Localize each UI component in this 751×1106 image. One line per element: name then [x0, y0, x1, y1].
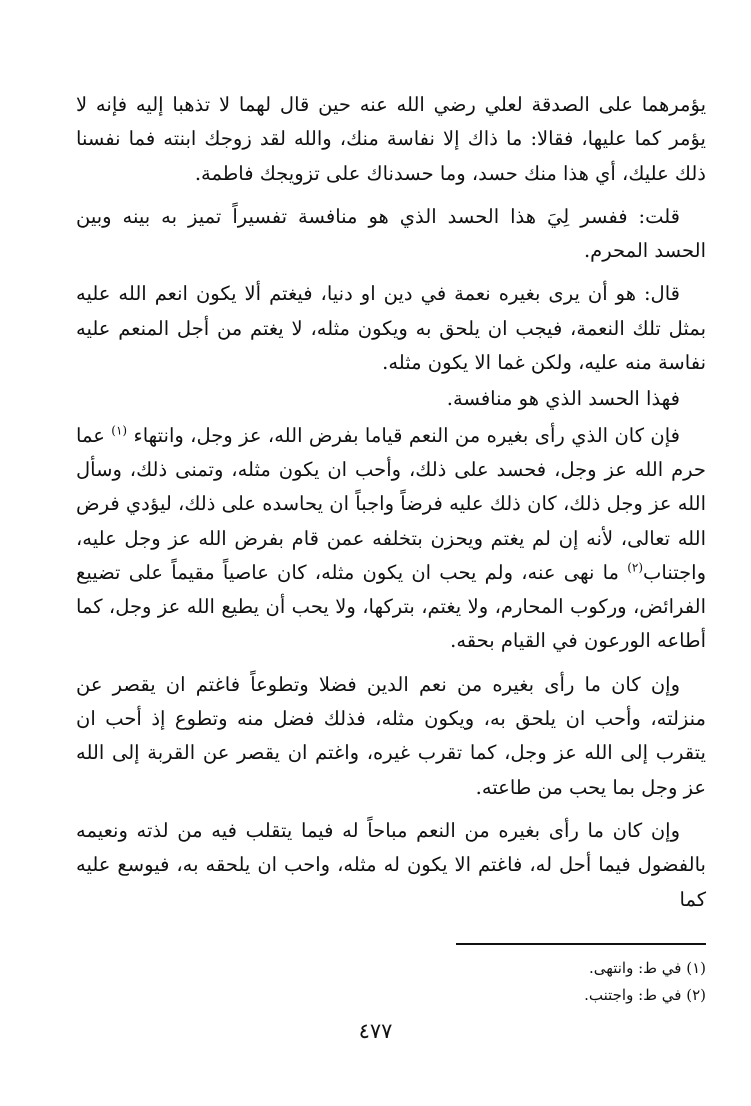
footnote-divider	[456, 943, 706, 945]
paragraph-7: وإن كان ما رأى بغيره من النعم مباحاً له فيما يتقلب فيه من لذته ونعيمه بالفضول فيما أحل له، فاغتم الا يكون له مثله، واحب ان يلحقه به، فيوسع عليه كما	[76, 818, 706, 911]
footnotes	[400, 955, 706, 1009]
paragraph-6: وإن كان ما رأى بغيره من نعم الدين فضلا وتطوعاً فاغتم ان يقصر عن منزلته، وأحب ان يلحق به، ويكون مثله، فذلك فضل منه وتطوع إذ أحب ان يتقرب إلى الله عز وجل، كما تقرب غيره، واغتم ان يقصر عن القربة إلى الله عز وجل بما يحب من طاعته.	[76, 672, 706, 799]
paragraph-1: يؤمرهما على الصدقة لعلي رضي الله عنه حين قال لهما لا تذهبا إليه فإنه لا يؤمر كما عليها، فقالا: ما ذاك إلا نفاسة منك، والله لقد زوجك ابنته فما نفسنا ذلك عليك، أي هذا منك حسد، وما حسدناك على تزويجك فاطمة.	[76, 93, 706, 185]
footnote-2: (٢) في ط: واجتنب.	[584, 986, 706, 1004]
paragraph-5	[76, 419, 706, 659]
page-number: ٤٧٧	[358, 1019, 393, 1043]
main-text	[76, 88, 706, 917]
paragraph-2: قلت: ففسر لِيَ هذا الحسد الذي هو منافسة تفسيراً تميز به بينه وبين الحسد المحرم.	[76, 204, 706, 263]
footnote-1: (١) في ط: وانتهى.	[589, 959, 706, 977]
paragraph-4: فهذا الحسد الذي هو منافسة.	[446, 387, 680, 411]
paragraph-5-part-a: فإن كان الذي رأى بغيره من النعم قياما بفرض الله، عز وجل، وانتهاء	[133, 423, 681, 447]
paragraph-5-part-b: عما حرم الله عز وجل، فحسد على ذلك، وأحب ان يكون مثله، وتمنى ذلك، وسأل الله عز وجل ذلك، كان ذلك عليه فرضاً واجباً ان يحاسده على ذلك، ليؤدي فرض الله تعالى، لأنه إن لم يغتم ويحزن بتخلفه عمن قام بفرض الله عز وجل عليه، واجتناب	[76, 423, 706, 584]
paragraph-5-part-c: ما نهى عنه، ولم يحب ان يكون مثله، كان عاصياً مقيماً على تضييع الفرائض، وركوب المحارم، ولا يغتم، بتركها، ولا يحب أن يطيع الله عز وجل، كما أطاعه الورعون في القيام بحقه.	[76, 560, 706, 653]
footnote-ref-1: (١)	[111, 423, 128, 438]
footnote-ref-2: (٢)	[627, 560, 644, 575]
paragraph-3: قال: هو أن يرى بغيره نعمة في دين او دنيا، فيغتم ألا يكون انعم الله عليه بمثل تلك النعمة، فيجب ان يلحق به ويكون مثله، لا يغتم من أجل المنعم عليه نفاسة منه عليه، ولكن غما الا يكون مثله.	[76, 282, 706, 375]
